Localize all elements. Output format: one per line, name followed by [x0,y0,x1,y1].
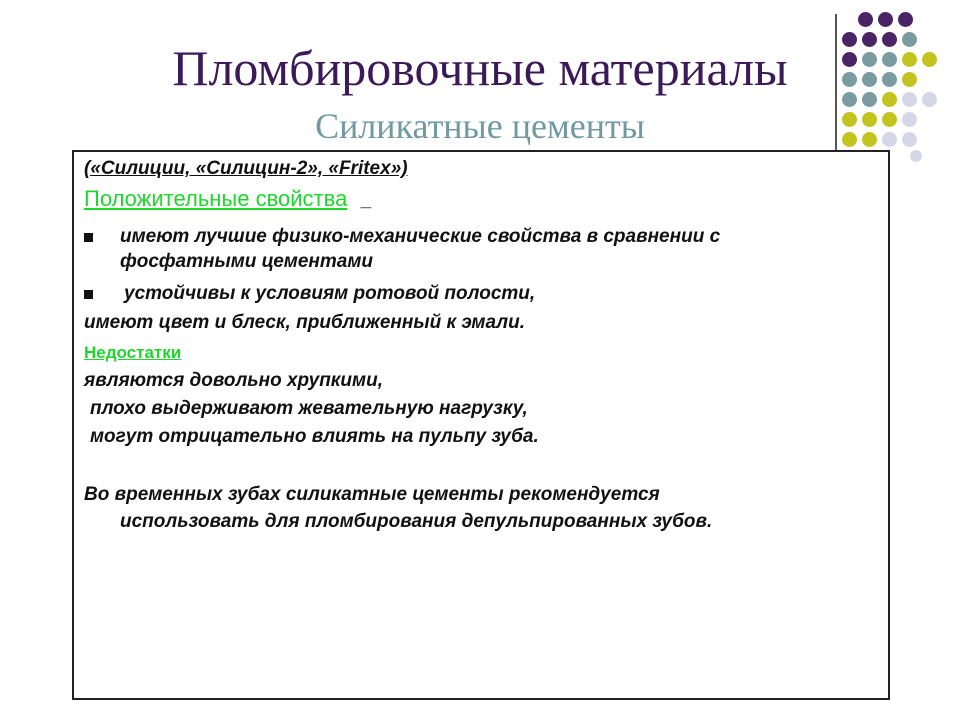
slide-title: Пломбировочные материалы [172,40,788,96]
neg-item-3: могут отрицательно влиять на пульпу зуба. [90,426,539,447]
dot-purple [858,12,873,27]
dot-lavender [910,150,922,162]
dot-lavender [902,92,917,107]
dot-olive [842,132,857,147]
dot-olive [862,132,877,147]
bullet2: устойчивы к условиям ротовой полости, [124,283,536,304]
dot-olive [882,92,897,107]
bullet1-line1: имеют лучшие физико-механические свойства в сравнении с [120,226,721,247]
dot-teal [842,92,857,107]
brands-line: («Силиции, «Силицин-2», «Fritex») [84,158,408,179]
dot-purple [898,12,913,27]
bullet-square-icon [84,233,93,242]
negatives-heading: Недостатки [84,343,182,362]
dot-lavender [922,92,937,107]
dot-purple [882,32,897,47]
dot-purple [842,52,857,67]
positives-trail: _ [360,190,372,211]
dot-olive [902,72,917,87]
dot-lavender [902,112,917,127]
bullet-square-icon [84,290,93,299]
dot-teal [842,72,857,87]
positives-heading-row [84,186,882,213]
dot-purple [842,32,857,47]
dot-olive [862,112,877,127]
slide-subtitle: Силикатные цементы [315,106,645,146]
decorative-dot-grid [842,12,952,162]
dot-olive [902,52,917,67]
neg-item-2: плохо выдерживают жевательную нагрузку, [90,398,528,419]
negatives-heading-row [84,340,882,365]
dot-teal [862,72,877,87]
note-line2: использовать для пломбирования депульпированных зубов. [120,511,713,532]
dot-purple [862,32,877,47]
note-line1: Во временных зубах силикатные цементы рекомендуется [84,484,660,505]
dot-olive [882,112,897,127]
dot-teal [882,52,897,67]
positives-heading: Положительные свойства [84,186,348,211]
dot-lavender [882,132,897,147]
dot-teal [862,92,877,107]
color-line: имеют цвет и блеск, приближенный к эмали. [84,312,525,333]
dot-teal [882,72,897,87]
neg-item-1: являются довольно хрупкими, [84,370,383,391]
content-text-box [72,150,890,700]
dot-lavender [902,132,917,147]
dot-olive [922,52,937,67]
bullet1-line2: фосфатными цементами [120,251,373,272]
dot-olive [842,112,857,127]
dot-teal [902,32,917,47]
dot-purple [878,12,893,27]
dot-teal [862,52,877,67]
